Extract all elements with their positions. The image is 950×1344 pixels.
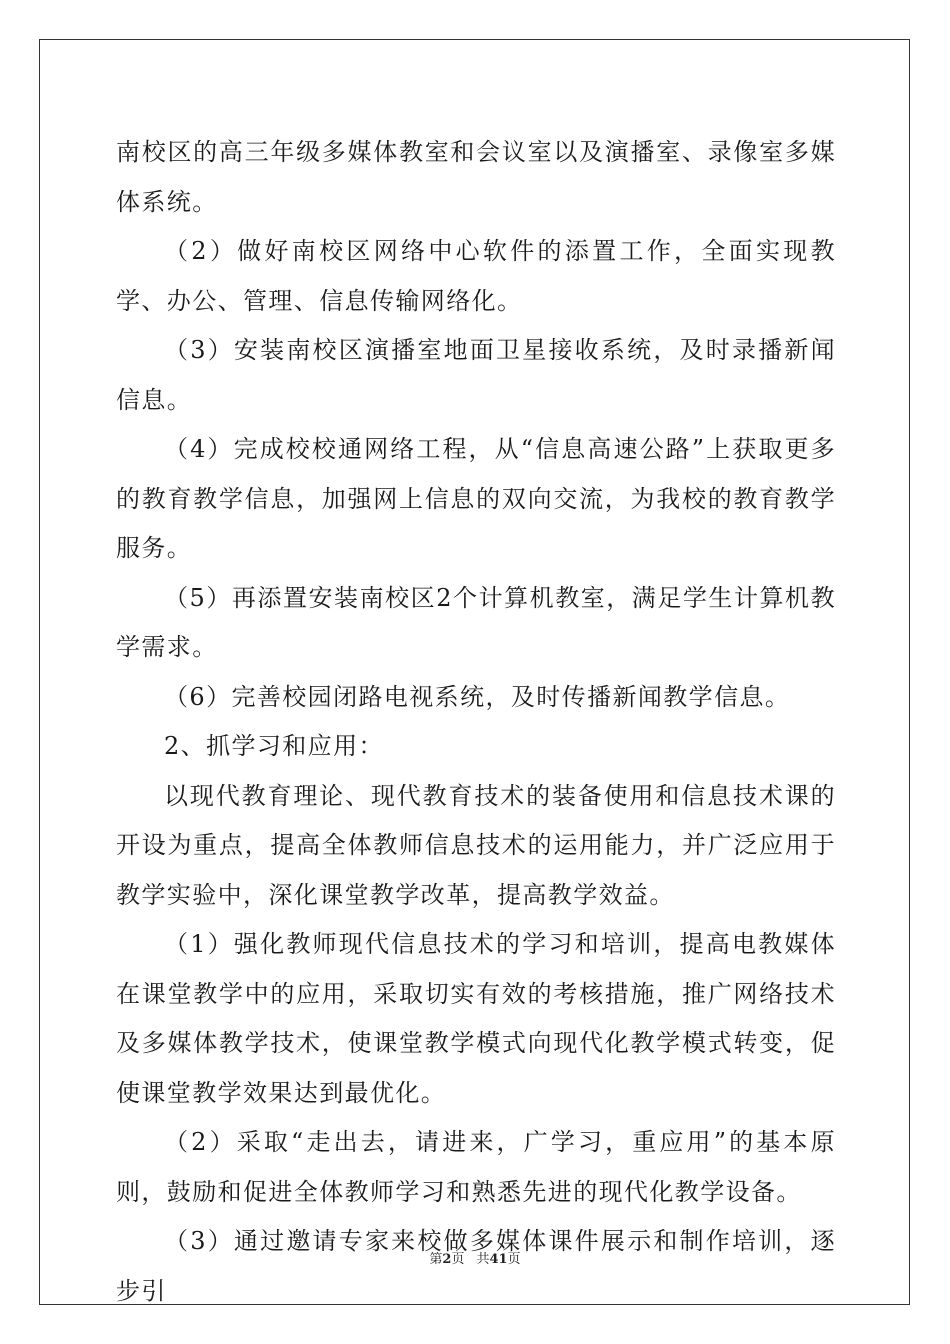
paragraph: （2）做好南校区网络中心软件的添置工作，全面实现教学、办公、管理、信息传输网络化。 bbox=[116, 237, 836, 315]
page-total bbox=[476, 1252, 520, 1267]
total-pages: 41 bbox=[489, 1252, 508, 1267]
paragraph: （3）通过邀请专家来校做多媒体课件展示和制作培训，逐步引 bbox=[116, 1227, 836, 1305]
paragraph: 以现代教育理论、现代教育技术的装备使用和信息技术课的开设为重点，提高全体教师信息技术的运用能力，并广泛应用于教学实验中，深化课堂教学改革，提高教学效益。 bbox=[116, 781, 836, 909]
total-prefix: 共 bbox=[476, 1252, 490, 1267]
page-footer bbox=[0, 1248, 950, 1267]
paragraph: （1）强化教师现代信息技术的学习和培训，提高电教媒体在课堂教学中的应用，采取切实有效的考核措施，推广网络技术及多媒体教学技术，使课堂教学模式向现代化教学模式转变，促使课堂教学效果达到最优化。 bbox=[116, 930, 836, 1107]
document-body bbox=[116, 128, 836, 1316]
paragraph: （2）采取“走出去，请进来，广学习，重应用”的基本原则，鼓励和促进全体教师学习和熟悉先进的现代化教学设备。 bbox=[116, 1128, 836, 1206]
paragraph: 南校区的高三年级多媒体教室和会议室以及演播室、录像室多媒体系统。 bbox=[116, 138, 836, 216]
total-suffix: 页 bbox=[507, 1252, 521, 1267]
current-page: 2 bbox=[442, 1252, 452, 1267]
paragraph: （4）完成校校通网络工程，从“信息高速公路”上获取更多的教育教学信息，加强网上信息的双向交流，为我校的教育教学服务。 bbox=[116, 435, 836, 562]
page-prefix: 第 bbox=[429, 1252, 443, 1267]
paragraph: （3）安装南校区演播室地面卫星接收系统，及时录播新闻信息。 bbox=[116, 336, 836, 414]
page-suffix: 页 bbox=[451, 1252, 465, 1267]
section-heading: 2、抓学习和应用： bbox=[164, 732, 384, 760]
page-number bbox=[429, 1252, 464, 1267]
paragraph: （6）完善校园闭路电视系统，及时传播新闻教学信息。 bbox=[164, 682, 791, 711]
paragraph: （5）再添置安装南校区2个计算机教室，满足学生计算机教学需求。 bbox=[116, 583, 836, 661]
